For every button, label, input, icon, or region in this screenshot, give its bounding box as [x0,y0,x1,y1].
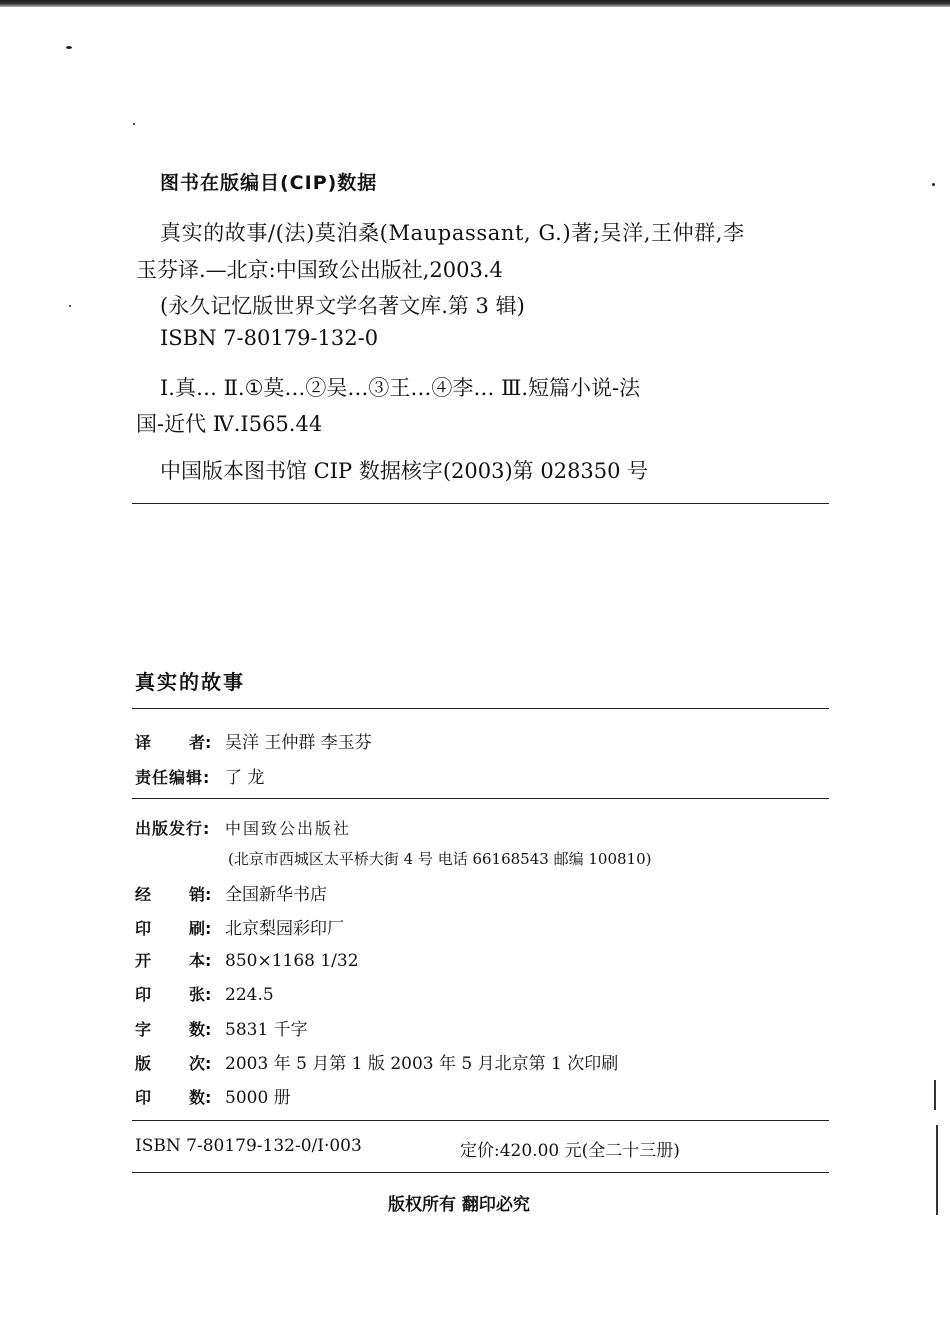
scan-speck [66,46,72,49]
cip-record-number: 中国版本图书馆 CIP 数据核字(2003)第 028350 号 [160,459,649,483]
credit-row-editor [135,763,264,787]
cip-line: 玉芬译.—北京:中国致公出版社,2003.4 [136,258,503,282]
publisher-label: 出版发行: [135,819,211,838]
detail-value: 全国新华书店 [225,885,327,905]
detail-label: 数: [189,1088,212,1107]
detail-label: 印 [135,1088,152,1107]
scan-speck [133,123,135,125]
detail-value: 5831 千字 [225,1020,308,1040]
copyright-notice: 版权所有 翻印必究 [388,1195,530,1215]
cip-classification-line: Ⅰ.真… Ⅱ.①莫…②吴…③王…④李… Ⅲ.短篇小说-法 [160,376,641,400]
scan-edge-top [0,0,950,7]
divider [132,798,829,799]
cip-heading: 图书在版编目(CIP)数据 [160,172,378,194]
isbn-full: ISBN 7-80179-132-0/I·003 [135,1136,362,1156]
cip-line: (永久记忆版世界文学名著文库.第 3 辑) [160,294,525,318]
detail-row [135,1015,308,1039]
detail-row [135,1083,291,1107]
detail-label: 销: [189,885,212,904]
divider [132,708,829,709]
divider [132,1172,829,1173]
detail-label: 次: [189,1054,212,1073]
cip-line: ISBN 7-80179-132-0 [160,326,379,350]
price: 定价:420.00 元(全二十三册) [460,1141,680,1161]
detail-label: 刷: [189,919,212,938]
detail-label: 印 [135,985,152,1004]
scan-speck [69,305,71,307]
detail-label: 数: [189,1020,212,1039]
detail-row [135,948,359,972]
detail-label: 本: [189,951,212,970]
publisher-name: 中国致公出版社 [225,819,352,838]
credit-value: 了 龙 [225,768,265,788]
credit-row-translator [135,728,372,752]
detail-value: 北京梨园彩印厂 [225,919,344,939]
detail-row [135,914,344,938]
detail-label: 经 [135,885,152,904]
detail-label: 开 [135,951,152,970]
detail-row [135,982,274,1006]
publisher-row [135,816,351,840]
detail-value: 5000 册 [225,1088,291,1108]
publisher-address [228,848,651,872]
cip-classification-line: 国-近代 Ⅳ.I565.44 [136,412,323,436]
detail-row [135,1049,618,1073]
credit-value: 吴洋 王仲群 李玉芬 [225,733,372,753]
detail-label: 字 [135,1020,152,1039]
credit-label: 者: [189,733,212,752]
credit-label: 译 [135,733,152,752]
detail-value: 224.5 [225,985,274,1005]
divider [132,1120,829,1121]
cip-line: 真实的故事/(法)莫泊桑(Maupassant, G.)著;吴洋,王仲群,李 [160,221,745,245]
book-title: 真实的故事 [135,670,245,694]
credit-label: 责任编辑: [135,768,211,787]
scan-edge-mark [934,1080,936,1110]
detail-row [135,880,327,904]
detail-value: 2003 年 5 月第 1 版 2003 年 5 月北京第 1 次印刷 [225,1054,619,1074]
scan-edge-mark [936,1125,938,1215]
detail-value: 850×1168 1/32 [225,951,359,971]
scan-speck [932,183,935,186]
divider [132,503,829,504]
publisher-address-text: (北京市西城区太平桥大街 4 号 电话 66168543 邮编 100810) [228,850,652,868]
detail-label: 印 [135,919,152,938]
detail-label: 张: [189,985,212,1004]
detail-label: 版 [135,1054,152,1073]
